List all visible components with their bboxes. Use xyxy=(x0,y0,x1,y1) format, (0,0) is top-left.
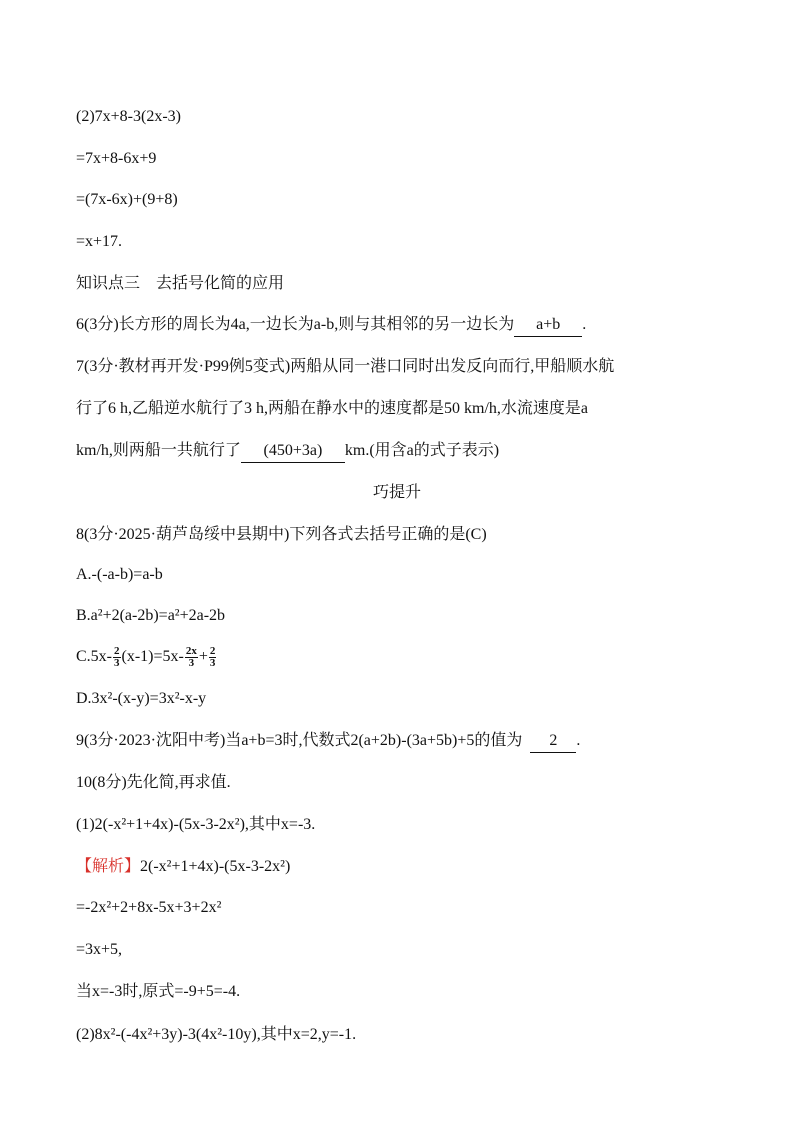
question-6 xyxy=(76,314,586,337)
option-c-plus: + xyxy=(198,648,208,666)
question-9 xyxy=(76,730,580,753)
question-8: 8(3分·2025·葫芦岛绥中县期中)下列各式去括号正确的是(C) xyxy=(76,526,487,543)
option-c-start: C.5x- xyxy=(76,648,112,666)
fraction-2x-over-3 xyxy=(185,646,198,669)
q9-text: 9(3分·2023·沈阳中考)当a+b=3时,代数式2(a+2b)-(3a+5b)+5的值为 xyxy=(76,732,523,749)
question-7-line-3 xyxy=(76,440,499,463)
fraction-numerator: 2x xyxy=(185,645,197,657)
analysis-step-3: 当x=-3时,原式=-9+5=-4. xyxy=(76,983,241,1000)
solution-line-2: =7x+8-6x+9 xyxy=(76,150,157,167)
q7-end: km.(用含a的式子表示) xyxy=(344,442,500,459)
question-10-part-1: (1)2(-x²+1+4x)-(5x-3-2x²),其中x=-3. xyxy=(76,816,316,833)
fraction-denominator: 3 xyxy=(114,657,120,669)
fraction-denominator: 3 xyxy=(209,657,216,669)
q6-answer: a+b xyxy=(514,314,582,337)
question-7-line-1: 7(3分·教材再开发·P99例5变式)两船从同一港口同时出发反向而行,甲船顺水航 xyxy=(76,358,615,375)
option-b: B.a²+2(a-2b)=a²+2a-2b xyxy=(76,607,226,624)
q6-text: 6(3分)长方形的周长为4a,一边长为a-b,则与其相邻的另一边长为 xyxy=(76,316,515,333)
question-7-line-2: 行了6 h,乙船逆水航行了3 h,两船在静水中的速度都是50 km/h,水流速度是a xyxy=(76,400,588,417)
question-10: 10(8分)先化简,再求值. xyxy=(76,774,231,791)
q7-answer: (450+3a) xyxy=(241,440,345,463)
analysis-expression: 2(-x²+1+4x)-(5x-3-2x²) xyxy=(140,858,291,875)
solution-line-1: (2)7x+8-3(2x-3) xyxy=(76,108,181,125)
fraction-numerator: 2 xyxy=(209,645,216,657)
analysis-step-1: =-2x²+2+8x-5x+3+2x² xyxy=(76,899,222,916)
analysis-line xyxy=(76,856,290,878)
solution-line-4: =x+17. xyxy=(76,233,123,250)
q9-answer: 2 xyxy=(530,730,576,753)
option-d: D.3x²-(x-y)=3x²-x-y xyxy=(76,690,207,707)
option-a: A.-(-a-b)=a-b xyxy=(76,566,163,583)
fraction-two-thirds xyxy=(113,646,121,669)
analysis-step-2: =3x+5, xyxy=(76,941,123,958)
fraction-numerator: 2 xyxy=(114,645,120,657)
option-c xyxy=(76,646,217,669)
q7-text: km/h,则两船一共航行了 xyxy=(76,442,241,459)
solution-line-3: =(7x-6x)+(9+8) xyxy=(76,191,178,208)
option-c-middle: (x-1)=5x- xyxy=(121,648,184,666)
subheading: 巧提升 xyxy=(372,484,421,501)
analysis-tag: 【解析】 xyxy=(76,858,141,875)
q9-end: . xyxy=(576,732,581,749)
fraction-denominator: 3 xyxy=(188,657,195,669)
fraction-two-thirds xyxy=(209,646,217,669)
section-heading: 知识点三 去括号化简的应用 xyxy=(76,273,285,292)
q6-end: . xyxy=(582,316,587,333)
question-10-part-2: (2)8x²-(-4x²+3y)-3(4x²-10y),其中x=2,y=-1. xyxy=(76,1026,357,1043)
